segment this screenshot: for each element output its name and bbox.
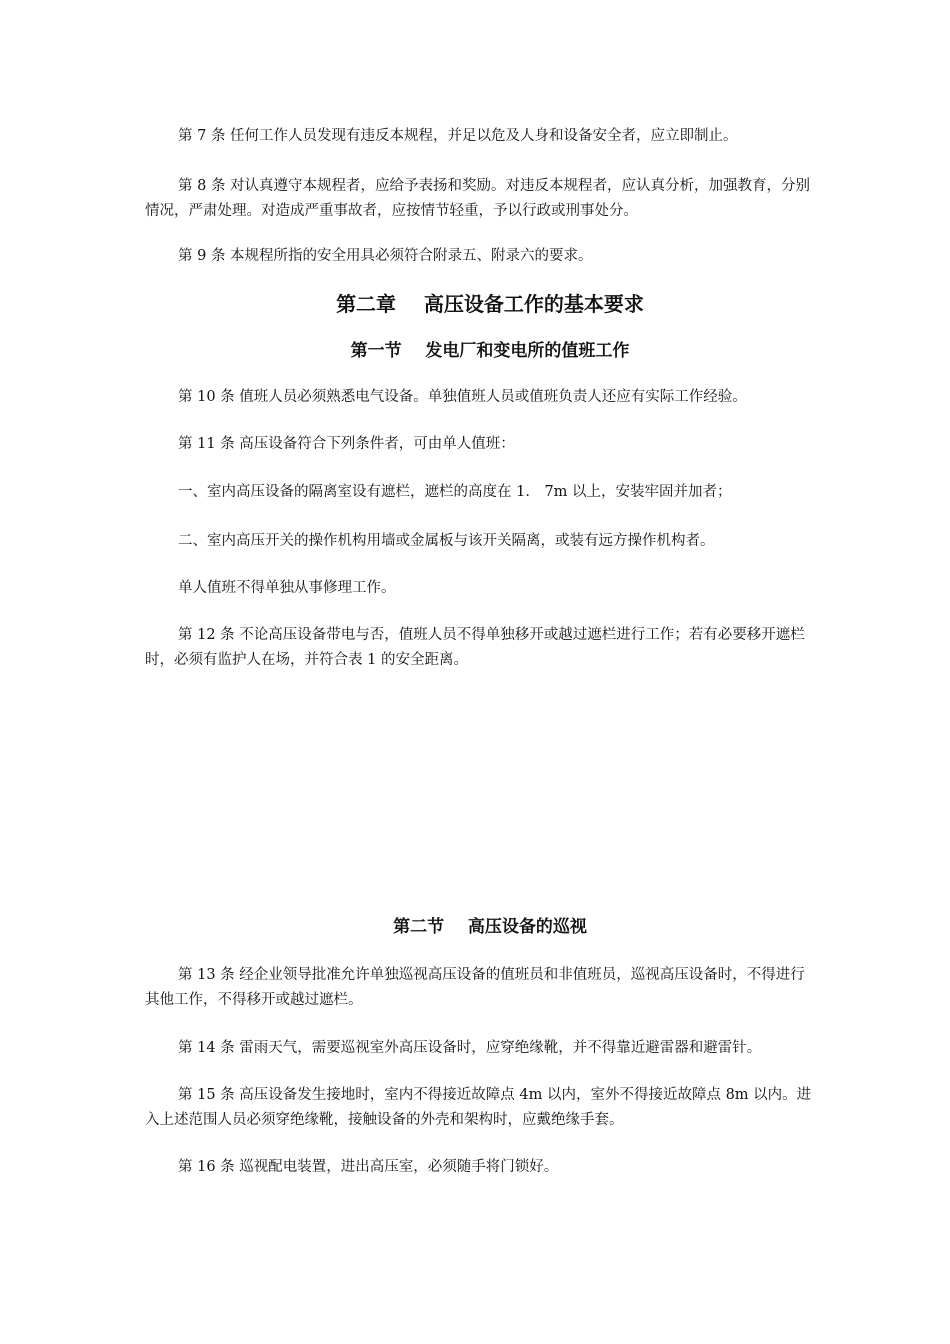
- chapter-title: 第二章 高压设备工作的基本要求: [336, 292, 644, 316]
- article-12: 第 12 条 不论高压设备带电与否，值班人员不得单独移开或越过遮栏进行工作；若有必要移开遮栏时，必须有监护人在场，并符合表 1 的安全距离。: [145, 627, 805, 668]
- single-duty-note: 单人值班不得单独从事修理工作。: [178, 580, 396, 596]
- article-7: 第 7 条 任何工作人员发现有违反本规程，并足以危及人身和设备安全者，应立即制止。: [178, 128, 738, 144]
- article-14: 第 14 条 雷雨天气，需要巡视室外高压设备时，应穿绝缘靴，并不得靠近避雷器和避雷针。: [178, 1040, 762, 1056]
- article-8: 第 8 条 对认真遵守本规程者，应给予表扬和奖励。对违反本规程者，应认真分析，加强教育，分别情况，严肃处理。对造成严重事故者，应按情节轻重，予以行政或刑事处分。: [145, 178, 811, 219]
- article-16: 第 16 条 巡视配电装置，进出高压室，必须随手将门锁好。: [178, 1159, 559, 1175]
- article-11: 第 11 条 高压设备符合下列条件者，可由单人值班：: [178, 436, 515, 452]
- article-9: 第 9 条 本规程所指的安全用具必须符合附录五、附录六的要求。: [178, 248, 593, 264]
- condition-item-2: 二、室内高压开关的操作机构用墙或金属板与该开关隔离，或装有远方操作机构者。: [178, 533, 715, 549]
- section-2-title: 第二节 高压设备的巡视: [393, 917, 587, 937]
- article-13: 第 13 条 经企业领导批准允许单独巡视高压设备的值班员和非值班员，巡视高压设备时，不得进行其他工作，不得移开或越过遮栏。: [145, 967, 805, 1008]
- section-1-title: 第一节 发电厂和变电所的值班工作: [350, 341, 630, 361]
- article-10: 第 10 条 值班人员必须熟悉电气设备。单独值班人员或值班负责人还应有实际工作经验。: [178, 389, 747, 405]
- condition-item-1: 一、室内高压设备的隔离室设有遮栏，遮栏的高度在 1． 7m 以上，安装牢固并加者；: [178, 484, 732, 500]
- article-15: 第 15 条 高压设备发生接地时，室内不得接近故障点 4m 以内，室外不得接近故障点 8m 以内。进入上述范围人员必须穿绝缘靴，接触设备的外壳和架构时，应戴绝缘手套。: [145, 1087, 812, 1128]
